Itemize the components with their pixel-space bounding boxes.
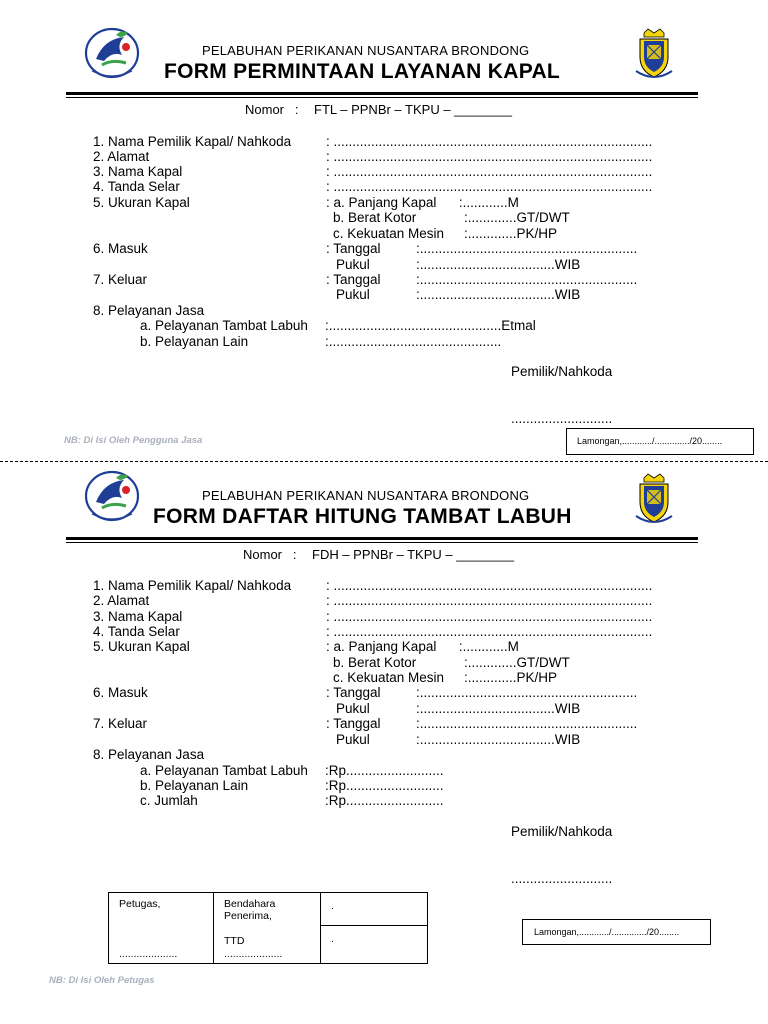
ukuran-value: :.............PK/HP xyxy=(464,226,558,241)
field-value: : ..................................................................................... xyxy=(326,624,653,639)
field-label: 3. Nama Kapal xyxy=(93,164,183,179)
field-value: : ..................................................................................... xyxy=(326,179,653,194)
masuk-pukul-value: :....................................WIB xyxy=(416,257,581,272)
ttd-table xyxy=(108,892,428,964)
jasa-a-value: :Rp.......................... xyxy=(325,763,444,778)
masuk-tanggal-value: :.......................................................... xyxy=(416,241,638,256)
jasa-a-label: a. Pelayanan Tambat Labuh xyxy=(140,763,308,778)
form-title: FORM DAFTAR HITUNG TAMBAT LABUH xyxy=(153,505,572,528)
jasa-a-value: :..............................................Etmal xyxy=(325,318,536,333)
keluar-pukul: Pukul xyxy=(336,287,370,302)
petugas-label: Petugas, xyxy=(119,898,161,910)
date-box xyxy=(522,919,711,945)
jasa-a-label: a. Pelayanan Tambat Labuh xyxy=(140,318,308,333)
jasa-b-value: :Rp.......................... xyxy=(325,778,444,793)
pemilik-label: Pemilik/Nahkoda xyxy=(511,824,613,839)
cell-dot: . xyxy=(331,900,334,912)
jasa-c-value: :Rp.......................... xyxy=(325,793,444,808)
jasa-b-label: b. Pelayanan Lain xyxy=(140,334,249,349)
header-rule xyxy=(66,537,698,540)
masuk-label: 6. Masuk xyxy=(93,685,148,700)
date-text: Lamongan,............/............../20........ xyxy=(534,927,680,937)
table-divider xyxy=(213,893,214,963)
cell-dot: . xyxy=(331,933,334,945)
nb-note: NB: Di Isi Oleh Pengguna Jasa xyxy=(64,435,203,446)
jasa-label: 8. Pelayanan Jasa xyxy=(93,303,205,318)
ukuran-label: c. Kekuatan Mesin xyxy=(333,226,445,241)
cut-line xyxy=(0,461,768,462)
field-label: 3. Nama Kapal xyxy=(93,609,183,624)
ukuran-value: :.............GT/DWT xyxy=(464,655,570,670)
pemilik-label: Pemilik/Nahkoda xyxy=(511,364,613,379)
ukuran-label: c. Kekuatan Mesin xyxy=(333,670,445,685)
masuk-tanggal: : Tanggal xyxy=(326,685,381,700)
field-value: : ..................................................................................... xyxy=(326,593,653,608)
field-label: 4. Tanda Selar xyxy=(93,179,180,194)
jasa-b-label: b. Pelayanan Lain xyxy=(140,778,249,793)
header-rule xyxy=(66,92,698,95)
field-label: 2. Alamat xyxy=(93,593,150,608)
table-divider xyxy=(321,925,427,926)
date-text: Lamongan,............/............../20........ xyxy=(577,436,723,446)
ukuran-value: :.............PK/HP xyxy=(464,670,558,685)
masuk-pukul-value: :....................................WIB xyxy=(416,701,581,716)
signature-line: ........................... xyxy=(511,411,613,426)
petugas-signature: .................... xyxy=(119,948,178,960)
field-label: 2. Alamat xyxy=(93,149,150,164)
field-label: 1. Nama Pemilik Kapal/ Nahkoda xyxy=(93,134,292,149)
masuk-pukul: Pukul xyxy=(336,701,370,716)
jasa-b-value: :.............................................. xyxy=(325,334,502,349)
nomor-value: FTL – PPNBr – TKPU – ________ xyxy=(314,102,512,117)
nomor-value: FDH – PPNBr – TKPU – ________ xyxy=(312,547,515,562)
header-rule-thin xyxy=(66,542,698,543)
port-emblem-icon xyxy=(634,27,674,81)
bendahara-label: Bendahara Penerima, xyxy=(224,898,276,922)
field-value: : ..................................................................................... xyxy=(326,164,653,179)
nb-note: NB: Di Isi Oleh Petugas xyxy=(49,975,155,986)
masuk-pukul: Pukul xyxy=(336,257,370,272)
org-name: PELABUHAN PERIKANAN NUSANTARA BRONDONG xyxy=(202,43,530,58)
signature-line: ........................... xyxy=(511,871,613,886)
jasa-label: 8. Pelayanan Jasa xyxy=(93,747,205,762)
ukuran-label: b. Berat Kotor xyxy=(333,210,417,225)
field-label: 5. Ukuran Kapal xyxy=(93,195,190,210)
field-label: 1. Nama Pemilik Kapal/ Nahkoda xyxy=(93,578,292,593)
field-value: : ..................................................................................... xyxy=(326,149,653,164)
keluar-tanggal-value: :.......................................................... xyxy=(416,716,638,731)
jasa-c-label: c. Jumlah xyxy=(140,793,198,808)
masuk-label: 6. Masuk xyxy=(93,241,148,256)
field-label: 5. Ukuran Kapal xyxy=(93,639,190,654)
field-value: : ..................................................................................... xyxy=(326,134,653,149)
kkp-logo-icon xyxy=(82,25,142,81)
ukuran-value: :.............GT/DWT xyxy=(464,210,570,225)
nomor-label: Nomor : xyxy=(243,547,297,562)
header-rule-thin xyxy=(66,97,698,98)
field-value: : a. Panjang Kapal :............M xyxy=(326,639,519,654)
field-label: 4. Tanda Selar xyxy=(93,624,180,639)
keluar-label: 7. Keluar xyxy=(93,716,148,731)
org-name: PELABUHAN PERIKANAN NUSANTARA BRONDONG xyxy=(202,488,530,503)
keluar-tanggal: : Tanggal xyxy=(326,716,381,731)
ukuran-label: b. Berat Kotor xyxy=(333,655,417,670)
masuk-tanggal-value: :.......................................................... xyxy=(416,685,638,700)
masuk-tanggal: : Tanggal xyxy=(326,241,381,256)
keluar-tanggal: : Tanggal xyxy=(326,272,381,287)
date-box xyxy=(566,428,754,455)
field-value: : a. Panjang Kapal :............M xyxy=(326,195,519,210)
table-divider xyxy=(320,893,321,963)
field-value: : ..................................................................................... xyxy=(326,578,653,593)
keluar-pukul-value: :....................................WIB xyxy=(416,732,581,747)
ttd-label: TTD xyxy=(224,935,245,947)
kkp-logo-icon xyxy=(82,468,142,524)
form-title: FORM PERMINTAAN LAYANAN KAPAL xyxy=(164,60,561,83)
port-emblem-icon xyxy=(634,472,674,526)
nomor-label: Nomor : xyxy=(245,102,299,117)
keluar-pukul-value: :....................................WIB xyxy=(416,287,581,302)
field-value: : ..................................................................................... xyxy=(326,609,653,624)
ttd-signature: .................... xyxy=(224,948,283,960)
keluar-tanggal-value: :.......................................................... xyxy=(416,272,638,287)
keluar-label: 7. Keluar xyxy=(93,272,148,287)
keluar-pukul: Pukul xyxy=(336,732,370,747)
